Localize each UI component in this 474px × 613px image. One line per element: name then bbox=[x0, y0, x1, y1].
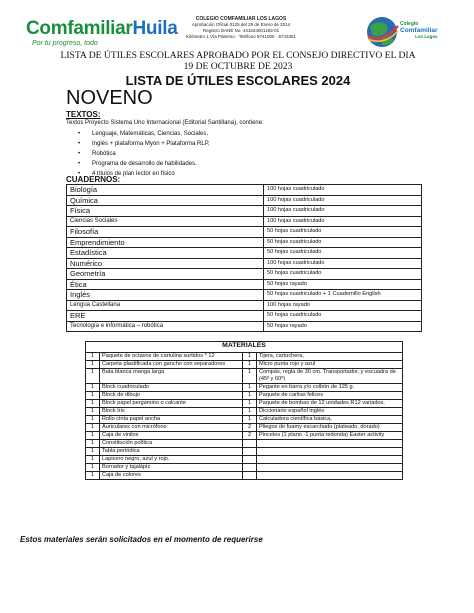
item-cell: Paquete de bombas de 12 unidades R12 variados. bbox=[257, 400, 403, 408]
table-row bbox=[86, 408, 403, 416]
cuadernos-heading: CUADERNOS: bbox=[66, 175, 121, 184]
school-address: Kilómetro 1 Vía Palermo · Teléfono 8741000 · 8743361 bbox=[186, 34, 296, 39]
table-row bbox=[86, 440, 403, 448]
school-logo-text: Colegio Comfamiliar Los Lagos bbox=[400, 21, 438, 39]
notebook-cell: 50 hojas rayado bbox=[264, 279, 422, 290]
cuadernos-table bbox=[66, 184, 422, 332]
table-row bbox=[67, 258, 422, 269]
item-cell bbox=[257, 472, 403, 480]
item-cell: Pegante en barra y/o colbón de 125 g. bbox=[257, 384, 403, 392]
table-row bbox=[86, 392, 403, 400]
quantity-cell bbox=[243, 456, 257, 464]
table-row bbox=[86, 472, 403, 480]
quantity-cell: 1 bbox=[86, 408, 100, 416]
table-row bbox=[86, 369, 403, 384]
quantity-cell bbox=[243, 440, 257, 448]
quantity-cell: 1 bbox=[86, 416, 100, 424]
table-row bbox=[67, 195, 422, 206]
list-item: • Inglés + plataforma Myon + Plataforma RLP, bbox=[72, 139, 210, 149]
table-row bbox=[67, 237, 422, 248]
quantity-cell: 1 bbox=[86, 456, 100, 464]
table-row bbox=[86, 464, 403, 472]
quantity-cell: 1 bbox=[86, 353, 100, 361]
subject-cell: Química bbox=[67, 195, 264, 206]
table-row bbox=[67, 279, 422, 290]
table-row bbox=[86, 432, 403, 440]
subject-cell: Inglés bbox=[67, 290, 264, 301]
table-row bbox=[67, 290, 422, 301]
item-cell: Paquete de caritas felices bbox=[257, 392, 403, 400]
quantity-cell: 1 bbox=[86, 448, 100, 456]
quantity-cell: 1 bbox=[243, 369, 257, 384]
quantity-cell: 1 bbox=[86, 369, 100, 384]
table-row bbox=[86, 353, 403, 361]
notebook-cell: 50 hojas rayado bbox=[264, 321, 422, 332]
footer-note: Estos materiales serán solicitados en el momento de requerirse bbox=[20, 535, 263, 544]
quantity-cell: 1 bbox=[86, 392, 100, 400]
quantity-cell: 1 bbox=[243, 416, 257, 424]
textos-intro: Textos Proyecto Sistema Uno Internacional (Editorial Santillana), contiene: bbox=[66, 120, 264, 126]
quantity-cell: 1 bbox=[243, 353, 257, 361]
item-cell: Bata blanca manga larga bbox=[100, 369, 243, 384]
notebook-cell: 100 hojas cuadriculado bbox=[264, 216, 422, 227]
notebook-cell: 50 hojas cuadriculado bbox=[264, 269, 422, 280]
notebook-cell: 50 hojas cuadriculado + 1 Cuadernillo English bbox=[264, 290, 422, 301]
approval-title bbox=[28, 50, 448, 72]
item-cell bbox=[257, 448, 403, 456]
item-cell: Constitución política bbox=[100, 440, 243, 448]
grade-heading: NOVENO bbox=[66, 87, 153, 109]
page-title: LISTA DE ÚTILES ESCOLARES 2024 bbox=[125, 73, 351, 88]
subject-cell: Emprendimiento bbox=[67, 237, 264, 248]
quantity-cell bbox=[243, 464, 257, 472]
quantity-cell: 1 bbox=[86, 472, 100, 480]
quantity-cell: 1 bbox=[243, 392, 257, 400]
item-cell: Block cuadriculado bbox=[100, 384, 243, 392]
brand-name: ComfamiliarHuila bbox=[26, 18, 178, 39]
quantity-cell: 1 bbox=[243, 400, 257, 408]
table-row bbox=[86, 400, 403, 408]
subject-cell: Numérico bbox=[67, 258, 264, 269]
quantity-cell: 1 bbox=[86, 432, 100, 440]
school-name: COLEGIO COMFAMILIAR LOS LAGOS bbox=[195, 16, 287, 22]
item-cell bbox=[257, 456, 403, 464]
quantity-cell: 1 bbox=[86, 424, 100, 432]
item-cell: Compás, regla de 30 cm. Transportador, y escuadra de (45º y 60º) bbox=[257, 369, 403, 384]
table-row bbox=[86, 424, 403, 432]
table-row bbox=[86, 416, 403, 424]
item-cell: Tijera, cartuchera, bbox=[257, 353, 403, 361]
school-logo bbox=[364, 12, 438, 54]
item-cell: Caja de vinilos bbox=[100, 432, 243, 440]
notebook-cell: 50 hojas cuadriculado bbox=[264, 237, 422, 248]
materiales-heading: MATERIALES bbox=[86, 342, 403, 353]
quantity-cell: 1 bbox=[86, 400, 100, 408]
item-cell bbox=[257, 440, 403, 448]
item-cell: Diccionario español inglés bbox=[257, 408, 403, 416]
notebook-cell: 50 hojas cuadriculado bbox=[264, 227, 422, 238]
notebook-cell: 100 hojas cuadriculado bbox=[264, 258, 422, 269]
subject-cell: Tecnología e informática – robótica bbox=[67, 321, 264, 332]
table-row bbox=[67, 227, 422, 238]
item-cell: Calculadora científica básica, bbox=[257, 416, 403, 424]
quantity-cell: 1 bbox=[243, 384, 257, 392]
quantity-cell: 1 bbox=[86, 464, 100, 472]
item-cell: Rollo cinta papel ancha bbox=[100, 416, 243, 424]
item-cell bbox=[257, 464, 403, 472]
item-cell: Block papel pergamino o calcante bbox=[100, 400, 243, 408]
textos-list bbox=[72, 129, 210, 179]
quantity-cell bbox=[243, 448, 257, 456]
item-cell: Paquete de octavos de cartulina surtidos * 12 bbox=[100, 353, 243, 361]
subject-cell: Filosofía bbox=[67, 227, 264, 238]
quantity-cell bbox=[243, 472, 257, 480]
quantity-cell: 1 bbox=[86, 384, 100, 392]
table-row bbox=[67, 248, 422, 259]
quantity-cell: 1 bbox=[86, 440, 100, 448]
materiales-table bbox=[85, 341, 403, 480]
list-item: • Lenguaje, Matemáticas, Ciencias, Sociales, bbox=[72, 129, 210, 139]
quantity-cell: 1 bbox=[243, 361, 257, 369]
item-cell: Block de dibujo bbox=[100, 392, 243, 400]
item-cell: Block Iris bbox=[100, 408, 243, 416]
item-cell: Lapicero negro, azul y rojo. bbox=[100, 456, 243, 464]
subject-cell: Ciencias Sociales bbox=[67, 216, 264, 227]
table-row bbox=[86, 384, 403, 392]
quantity-cell: 1 bbox=[243, 408, 257, 416]
table-row bbox=[67, 185, 422, 196]
table-row bbox=[67, 321, 422, 332]
table-row bbox=[67, 311, 422, 322]
table-row bbox=[67, 206, 422, 217]
item-cell: Borrador y tajalápiz bbox=[100, 464, 243, 472]
subject-cell: Lengua Castellana bbox=[67, 300, 264, 311]
subject-cell: Ética bbox=[67, 279, 264, 290]
school-dane: Registro DANE No. 441524001183-01 bbox=[202, 28, 280, 33]
item-cell: Caja de colores bbox=[100, 472, 243, 480]
table-row bbox=[86, 456, 403, 464]
item-cell: Tabla periódica bbox=[100, 448, 243, 456]
notebook-cell: 50 hojas cuadriculado bbox=[264, 248, 422, 259]
item-cell: Pinceles (1 plano -1 punta redonda) Easter activity bbox=[257, 432, 403, 440]
subject-cell: Biología bbox=[67, 185, 264, 196]
notebook-cell: 100 hojas cuadriculado bbox=[264, 185, 422, 196]
item-cell: Micro punta rojo y azul bbox=[257, 361, 403, 369]
notebook-cell: 50 hojas cuadriculado bbox=[264, 311, 422, 322]
list-item: • Robótica bbox=[72, 149, 210, 159]
quantity-cell: 1 bbox=[86, 361, 100, 369]
notebook-cell: 100 hojas cuadriculado bbox=[264, 195, 422, 206]
table-row bbox=[67, 216, 422, 227]
subject-cell: Física bbox=[67, 206, 264, 217]
notebook-cell: 100 hojas rayado bbox=[264, 300, 422, 311]
item-cell: Carpeta plastificada con gancho con separadores bbox=[100, 361, 243, 369]
brand-tagline: Por tu progreso, todo bbox=[32, 40, 98, 47]
school-approval: Aprobación Oficial 0125 del 29 de Enero de 2014 bbox=[191, 22, 291, 27]
subject-cell: Geometría bbox=[67, 269, 264, 280]
table-row bbox=[67, 300, 422, 311]
table-row bbox=[67, 269, 422, 280]
approval-title-line2: 19 DE OCTUBRE DE 2023 bbox=[183, 61, 293, 72]
quantity-cell: 2 bbox=[243, 424, 257, 432]
quantity-cell: 2 bbox=[243, 432, 257, 440]
item-cell: Auriculares con micrófono bbox=[100, 424, 243, 432]
list-item: • 4 títulos de plan lector en físico bbox=[72, 169, 210, 179]
subject-cell: ERE bbox=[67, 311, 264, 322]
school-info bbox=[176, 16, 306, 40]
item-cell: Pliegos de fuamy escarchado (plateado, dorado) bbox=[257, 424, 403, 432]
notebook-cell: 100 hojas cuadriculado bbox=[264, 206, 422, 217]
table-header-row bbox=[86, 342, 403, 353]
approval-title-line1: LISTA DE ÚTILES ESCOLARES APROBADO POR EL CONSEJO DIRECTIVO EL DIA bbox=[60, 50, 416, 61]
table-row bbox=[86, 448, 403, 456]
textos-heading: TEXTOS: bbox=[66, 110, 101, 119]
table-row bbox=[86, 361, 403, 369]
subject-cell: Estadística bbox=[67, 248, 264, 259]
list-item: • Programa de desarrollo de habilidades. bbox=[72, 159, 210, 169]
